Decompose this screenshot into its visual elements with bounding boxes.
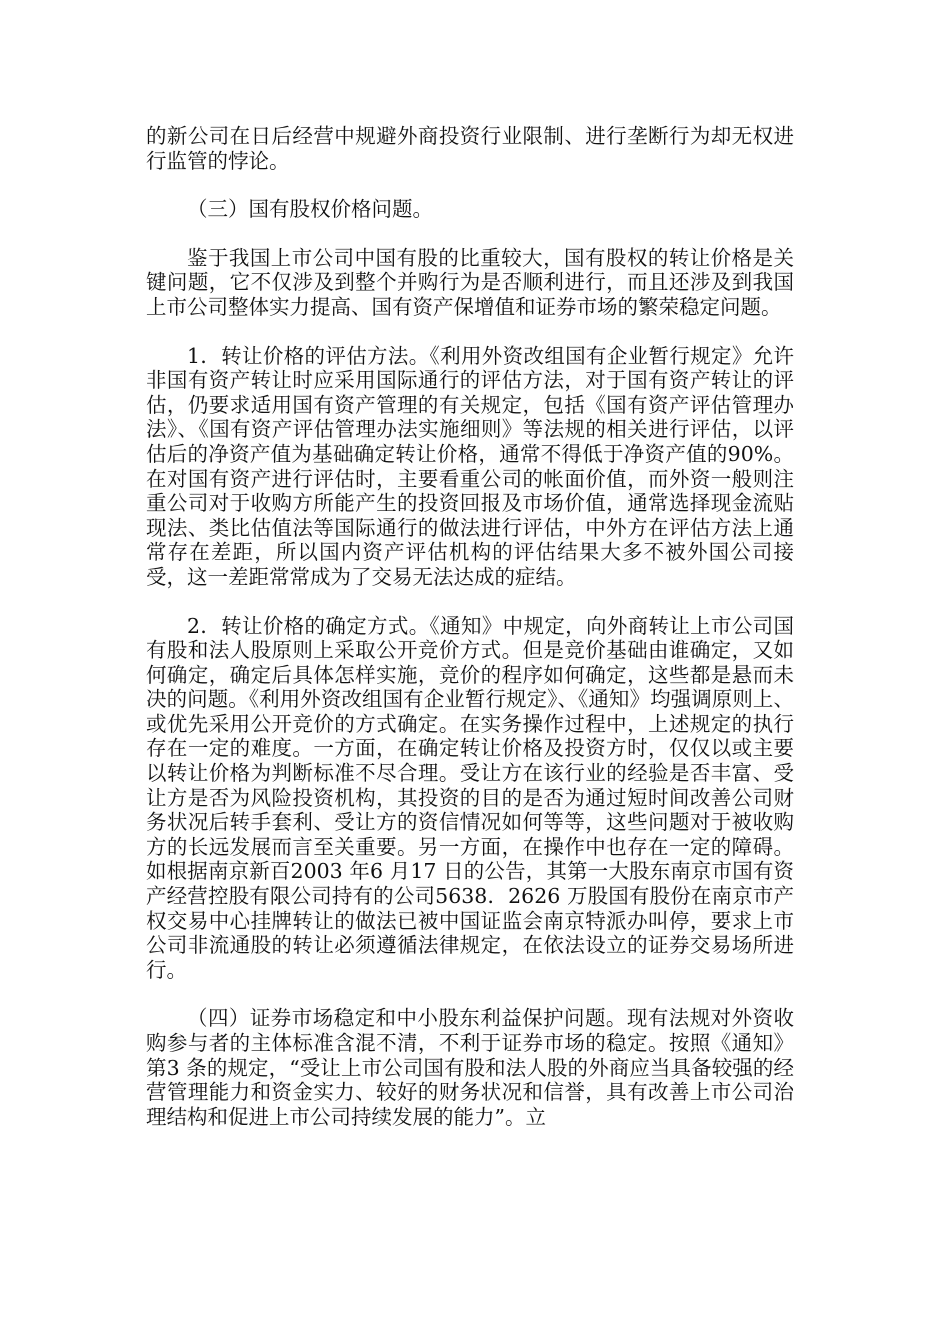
paragraph-valuation-method: 1．转让价格的评估方法。《利用外资改组国有企业暂行规定》允许非国有资产转让时应采用国际通行的评估方法，对于国有资产转让的评估，仍要求适用国有资产管理的有关规定，包括《国有资产评估管理办法》、《国有资产评估管理办法实施细则》等法规的相关进行评估，以评估后的净资产值为基础确定转让价格，通常不得低于净资产值的90%。在对国有资产进行评估时，主要看重公司的帐面价值，而外资一般则注重公司对于收购方所能产生的投资回报及市场价值，通常选择现金流贴现法、类比估值法等国际通行的做法进行评估，中外方在评估方法上通常存在差距，所以国内资产评估机构的评估结果大多不被外国公司接受，这一差距常常成为了交易无法达成的症结。 [146, 343, 794, 589]
paragraph-market-stability: （四）证券市场稳定和中小股东利益保护问题。现有法规对外资收购参与者的主体标准含混不清，不利于证券市场的稳定。按照《通知》第3 条的规定，“受让上市公司国有股和法人股的外商应当具备较强的经营管理能力和资金实力、较好的财务状况和信誉，具有改善上市公司治理结构和促进上市公司持续发展的能力”。立 [146, 1006, 794, 1129]
paragraph-continuation: 的新公司在日后经营中规避外商投资行业限制、进行垄断行为却无权进行监管的悖论。 [146, 124, 794, 173]
section-heading-state-equity-price: （三）国有股权价格问题。 [187, 197, 433, 222]
paragraph-pricing-determination: 2．转让价格的确定方式。《通知》中规定，向外商转让上市公司国有股和法人股原则上采取公开竞价方式。但是竞价基础由谁确定，又如何确定，确定后具体怎样实施，竞价的程序如何确定，这些都是悬而未决的问题。《利用外资改组国有企业暂行规定》、《通知》均强调原则上、或优先采用公开竞价的方式确定。在实务操作过程中，上述规定的执行存在一定的难度。一方面，在确定转让价格及投资方时，仅仅以或主要以转让价格为判断标准不尽合理。受让方在该行业的经验是否丰富、受让方是否为风险投资机构，其投资的目的是否为通过短时间改善公司财务状况后转手套利、受让方的资信情况如何等等，这些问题对于被收购方的长远发展而言至关重要。另一方面，在操作中也存在一定的障碍。如根据南京新百2003 年6 月17 日的公告，其第一大股东南京市国有资产经营控股有限公司持有的公司5638．2626 万股国有股份在南京市产权交易中心挂牌转让的做法已被中国证监会南京特派办叫停，要求上市公司非流通股的转让必须遵循法律规定，在依法设立的证券交易场所进行。 [146, 613, 794, 982]
paragraph-state-equity-intro: 鉴于我国上市公司中国有股的比重较大，国有股权的转让价格是关键问题，它不仅涉及到整个并购行为是否顺利进行，而且还涉及到我国上市公司整体实力提高、国有资产保增值和证券市场的繁荣稳定问题。 [146, 245, 794, 319]
document-body [146, 124, 794, 1129]
